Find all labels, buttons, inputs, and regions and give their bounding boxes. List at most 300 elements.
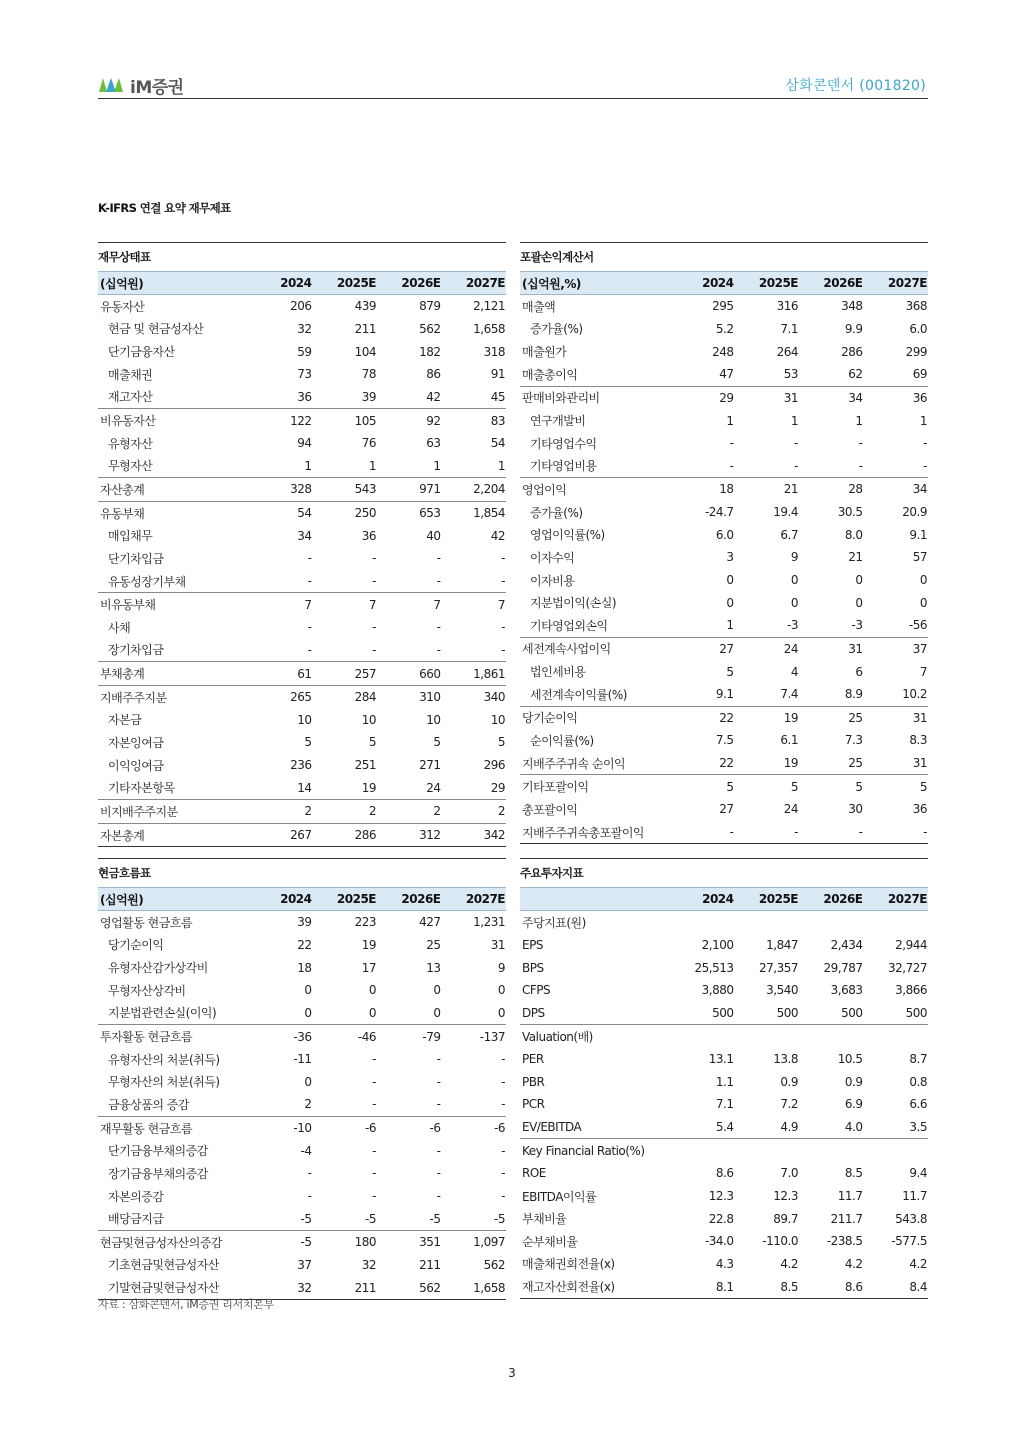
value-cell: 19 (361, 937, 376, 952)
table-row (98, 800, 506, 824)
value-cell: 211.7 (830, 1211, 863, 1226)
value-cell: 0.9 (844, 1074, 863, 1089)
value-cell: 4.9 (780, 1120, 798, 1135)
table-row (520, 1162, 928, 1185)
value-cell: 122 (248, 409, 313, 432)
value-cell: 5 (433, 735, 441, 750)
value-cell: 25 (799, 706, 864, 729)
value-cell: 7.3 (844, 733, 863, 748)
value-cell: 24 (426, 780, 441, 795)
row-label: 판매비와관리비 (520, 386, 670, 409)
value-cell: 69 (912, 367, 927, 382)
value-cell: 328 (248, 478, 313, 502)
row-label: DPS (522, 1005, 545, 1020)
value-cell: 7.1 (780, 321, 798, 336)
value-cell: 6 (855, 664, 863, 679)
value-cell: 4.0 (844, 1120, 863, 1135)
value-cell: 36 (912, 802, 927, 817)
table-row (520, 1025, 928, 1048)
row-label: CFPS (522, 983, 551, 998)
value-cell: - (501, 574, 505, 588)
value-cell: 310 (377, 685, 442, 708)
value-cell: 9 (790, 550, 798, 565)
value-cell: 8.4 (864, 1275, 929, 1298)
table-row (520, 340, 928, 363)
value-cell: 10 (426, 712, 441, 727)
value-cell: 2 (442, 800, 507, 824)
value-cell: - (436, 620, 441, 635)
row-label: 당기순이익 (108, 938, 164, 953)
value-cell: 32,727 (888, 960, 927, 975)
table-row (520, 752, 928, 775)
row-label: 지배주주귀속총포괄이익 (520, 821, 670, 844)
value-cell: 1,097 (442, 1230, 507, 1253)
row-label: 투자활동 현금흐름 (98, 1025, 248, 1048)
row-label: 세전계속이익률(%) (530, 687, 627, 702)
value-cell: 45 (490, 389, 505, 404)
value-cell: 180 (313, 1230, 378, 1253)
row-label: 순이익률(%) (530, 733, 594, 748)
table-row (520, 1048, 928, 1071)
table-row (98, 547, 506, 570)
value-cell: 0 (497, 1005, 505, 1020)
value-cell: 10.5 (837, 1052, 863, 1067)
table-row (520, 1139, 928, 1162)
value-cell: 500 (841, 1005, 863, 1020)
year-header: 2026E (799, 272, 864, 295)
table-row (98, 318, 506, 341)
value-cell: 3,880 (701, 983, 734, 998)
balance-sheet-section (98, 242, 506, 847)
table-row (98, 1093, 506, 1116)
value-cell: 1.1 (715, 1074, 734, 1089)
row-label: 부채비율 (522, 1212, 567, 1227)
year-header: 2025E (735, 888, 800, 911)
value-cell: 8.7 (909, 1052, 927, 1067)
row-label: 단기차입금 (108, 551, 164, 566)
value-cell: 13.8 (773, 1052, 798, 1067)
row-label: Valuation(배) (520, 1025, 670, 1048)
table-row (520, 979, 928, 1002)
value-cell: 0 (304, 1005, 312, 1020)
value-cell: 36 (297, 389, 312, 404)
row-label: BPS (522, 960, 544, 975)
value-cell: - (372, 574, 376, 588)
value-cell: 32 (297, 321, 312, 336)
unit-label: (십억원) (98, 272, 248, 295)
value-cell: 5 (497, 735, 505, 750)
row-label: 무형자산상각비 (108, 983, 186, 998)
value-cell: 12.3 (708, 1189, 734, 1203)
year-header: 2027E (442, 272, 507, 295)
income-statement-table (520, 271, 928, 844)
value-cell: -6 (442, 1116, 507, 1139)
table-row (98, 1002, 506, 1025)
value-cell: - (501, 1052, 505, 1067)
table-row (98, 409, 506, 432)
value-cell: - (436, 1097, 441, 1112)
value-cell: 19 (783, 756, 798, 771)
value-cell: -5 (494, 1211, 505, 1226)
row-label: 현금 및 현금성자산 (108, 322, 204, 337)
table-row (98, 1230, 506, 1253)
value-cell: 8.6 (715, 1166, 734, 1181)
value-cell: 57 (912, 550, 927, 565)
table-row (98, 478, 506, 502)
value-cell: 10.2 (902, 687, 927, 702)
value-cell: - (501, 551, 505, 566)
value-cell: 0 (433, 983, 441, 998)
value-cell: - (372, 1052, 376, 1067)
table-row (520, 911, 928, 934)
value-cell: - (307, 642, 312, 657)
table-row (520, 729, 928, 752)
value-cell: 25 (848, 756, 863, 771)
year-header: 2025E (313, 272, 378, 295)
year-header: 2025E (313, 888, 378, 911)
table-row (98, 616, 506, 639)
table-header-row (520, 272, 928, 295)
row-label: 자본의증감 (108, 1189, 164, 1204)
row-label: 연구개발비 (530, 414, 586, 429)
year-header: 2026E (377, 272, 442, 295)
value-cell: 1 (368, 458, 376, 473)
value-cell: 0 (726, 595, 734, 610)
value-cell: 312 (377, 823, 442, 847)
table-row (520, 1253, 928, 1276)
table-row (98, 1207, 506, 1230)
row-label: 자본금 (108, 713, 142, 728)
value-cell: -24.7 (704, 505, 734, 520)
value-cell: -137 (442, 1025, 507, 1048)
value-cell: 5 (864, 775, 929, 798)
value-cell: - (501, 1097, 505, 1112)
value-cell: 286 (313, 823, 378, 847)
row-label: 무형자산의 처분(취득) (108, 1075, 220, 1090)
table-row (98, 1139, 506, 1162)
row-label: 기타영업수익 (530, 436, 597, 451)
source-note: 자료 : 삼화콘덴서, iM증권 리서치본부 (98, 1298, 274, 1311)
value-cell: - (372, 551, 376, 566)
value-cell: 340 (442, 685, 507, 708)
row-label: 지분법관련손실(이익) (108, 1006, 217, 1021)
value-cell: 25 (426, 937, 441, 952)
im-logo-icon (98, 76, 124, 94)
row-label: PCR (522, 1097, 545, 1112)
value-cell: 30 (848, 802, 863, 817)
value-cell: 971 (377, 478, 442, 502)
value-cell: - (436, 1166, 441, 1181)
table-row (98, 524, 506, 547)
value-cell: 1,658 (442, 1276, 507, 1299)
cash-flow-table (98, 887, 506, 1300)
row-label: 재고자산 (108, 390, 153, 405)
value-cell: - (372, 1189, 376, 1203)
table-row (98, 363, 506, 386)
value-cell: 284 (313, 685, 378, 708)
row-label: 기타포괄이익 (520, 775, 670, 798)
table-row (98, 1048, 506, 1071)
year-header: 2024 (248, 272, 313, 295)
row-label: 주당지표(원) (522, 915, 586, 930)
value-cell: - (501, 1143, 505, 1158)
value-cell: - (729, 436, 734, 451)
value-cell: 24 (735, 637, 800, 660)
value-cell: - (864, 821, 929, 844)
table-row (98, 776, 506, 799)
table-row (520, 821, 928, 844)
table-row (520, 478, 928, 501)
value-cell: 31 (490, 937, 505, 952)
value-cell: 264 (776, 344, 798, 359)
value-cell: 286 (841, 344, 863, 359)
value-cell: 251 (354, 758, 376, 773)
section-title: 포괄손익계산서 (520, 242, 928, 271)
row-label: 비유동자산 (98, 409, 248, 432)
value-cell (864, 1025, 929, 1048)
value-cell: 5 (368, 735, 376, 750)
table-row (98, 731, 506, 754)
table-row (520, 546, 928, 569)
value-cell: 13 (426, 960, 441, 975)
value-cell: 0 (304, 1074, 312, 1089)
value-cell: 19 (735, 706, 800, 729)
value-cell: 37 (297, 1257, 312, 1272)
value-cell: 248 (712, 344, 734, 359)
value-cell: 0 (919, 573, 927, 587)
value-cell: - (307, 620, 312, 635)
value-cell (670, 911, 735, 934)
value-cell: 1,658 (473, 321, 505, 336)
value-cell: 37 (864, 637, 929, 660)
value-cell: 61 (248, 662, 313, 686)
row-label: 장기차입금 (108, 643, 164, 658)
value-cell: 8.5 (735, 1275, 800, 1298)
row-label: 유동성장기부채 (108, 574, 186, 589)
logo-text: iM증권 (130, 77, 184, 98)
value-cell: 2,434 (830, 937, 863, 952)
section-title: 재무상태표 (98, 242, 506, 271)
value-cell: 1 (433, 458, 441, 473)
value-cell: 31 (799, 637, 864, 660)
value-cell: -5 (365, 1211, 376, 1226)
value-cell: -110.0 (762, 1234, 798, 1249)
unit-label (520, 888, 670, 911)
value-cell: 271 (419, 758, 441, 773)
value-cell: 9 (497, 960, 505, 975)
value-cell: - (372, 1097, 376, 1112)
value-cell: 1 (855, 413, 863, 428)
value-cell: 39 (361, 389, 376, 404)
value-cell: 1 (304, 458, 312, 473)
value-cell: 1,854 (442, 501, 507, 524)
value-cell: - (372, 642, 376, 657)
value-cell: -577.5 (891, 1234, 927, 1249)
row-label: PBR (522, 1074, 545, 1089)
value-cell: -238.5 (826, 1234, 863, 1249)
value-cell: 318 (483, 344, 505, 359)
value-cell: 42 (426, 389, 441, 404)
value-cell (799, 1139, 864, 1162)
row-label: 영업이익 (520, 478, 670, 501)
value-cell: -79 (377, 1025, 442, 1048)
page-number: 3 (508, 1366, 516, 1380)
value-cell: 206 (290, 299, 312, 314)
value-cell: -10 (248, 1116, 313, 1139)
value-cell: 1,861 (442, 662, 507, 686)
value-cell (670, 1025, 735, 1048)
value-cell: 36 (361, 528, 376, 543)
value-cell (735, 1139, 800, 1162)
row-label: 유형자산 (108, 436, 153, 451)
value-cell: 62 (848, 367, 863, 382)
table-row (98, 1185, 506, 1208)
value-cell: - (735, 821, 800, 844)
value-cell: 6.6 (909, 1097, 927, 1112)
value-cell: -6 (377, 1116, 442, 1139)
value-cell: 29,787 (823, 960, 863, 975)
row-label: 비지배주주지분 (98, 800, 248, 824)
value-cell: 11.7 (837, 1189, 863, 1203)
value-cell: 21 (848, 550, 863, 565)
value-cell: 18 (297, 960, 312, 975)
value-cell: 0 (855, 595, 863, 610)
value-cell: -5 (248, 1230, 313, 1253)
value-cell: 0.9 (780, 1074, 798, 1089)
row-label: 기타영업비용 (530, 459, 597, 474)
value-cell: -3 (787, 618, 798, 633)
row-label: 영업이익률(%) (530, 528, 605, 543)
value-cell: 6.9 (844, 1097, 863, 1112)
value-cell: - (372, 620, 376, 635)
value-cell: 5.2 (715, 321, 734, 336)
row-label: 매입채무 (108, 529, 153, 544)
value-cell: - (372, 1166, 376, 1181)
value-cell: 9.9 (844, 321, 863, 336)
value-cell: -6 (313, 1116, 378, 1139)
value-cell: 7.1 (715, 1097, 734, 1112)
row-label: EPS (522, 937, 543, 952)
row-label: ROE (522, 1166, 546, 1181)
value-cell: -56 (908, 618, 927, 633)
table-row (98, 501, 506, 524)
value-cell: 500 (712, 1005, 734, 1020)
value-cell: 8.3 (909, 733, 927, 748)
value-cell: 8.0 (844, 527, 863, 542)
row-label: 이자비용 (530, 573, 575, 588)
row-label: 유동자산 (100, 299, 145, 314)
value-cell: 5 (304, 735, 312, 750)
row-label: 매출액 (522, 299, 556, 314)
value-cell: 0 (855, 573, 863, 587)
year-header: 2024 (670, 888, 735, 911)
value-cell: 31 (912, 756, 927, 771)
value-cell: 1 (497, 458, 505, 473)
table-header-row (98, 272, 506, 295)
row-label: 세전계속사업이익 (520, 637, 670, 660)
row-label: 이자수익 (530, 550, 575, 565)
value-cell: 223 (354, 915, 376, 930)
value-cell: 316 (776, 299, 798, 314)
value-cell: 19 (361, 780, 376, 795)
table-row (520, 501, 928, 524)
table-row (98, 570, 506, 593)
value-cell: 40 (426, 528, 441, 543)
value-cell: 7 (919, 664, 927, 679)
value-cell: 19.4 (773, 505, 798, 520)
value-cell: - (799, 821, 864, 844)
value-cell: 10 (490, 712, 505, 727)
value-cell: - (307, 551, 312, 566)
value-cell: 0 (304, 983, 312, 998)
value-cell: 22 (719, 756, 734, 771)
value-cell: 17 (361, 960, 376, 975)
value-cell: 211 (354, 321, 376, 336)
value-cell: 342 (442, 823, 507, 847)
value-cell: 36 (864, 386, 929, 409)
table-row (520, 409, 928, 432)
value-cell: 27 (670, 637, 735, 660)
value-cell: 6.1 (780, 733, 798, 748)
value-cell: 1 (726, 413, 734, 428)
value-cell: 0 (497, 983, 505, 998)
key-indicators-table (520, 887, 928, 1299)
value-cell: 562 (483, 1257, 505, 1272)
document-title: K-IFRS 연결 요약 재무제표 (98, 201, 231, 215)
value-cell: 105 (313, 409, 378, 432)
table-header-row (98, 888, 506, 911)
unit-label: (십억원) (98, 888, 248, 911)
income-statement-section (520, 242, 928, 844)
value-cell: 2,121 (473, 299, 505, 314)
value-cell: 42 (490, 528, 505, 543)
row-label: 유동부채 (98, 501, 248, 524)
table-row (98, 432, 506, 455)
value-cell: 7 (248, 593, 313, 616)
value-cell: 543.8 (895, 1211, 927, 1226)
value-cell: 7.4 (780, 687, 798, 702)
value-cell: - (501, 1074, 505, 1089)
table-row (520, 1116, 928, 1139)
value-cell: - (670, 821, 735, 844)
value-cell: 299 (905, 344, 927, 359)
row-label: 부채총계 (98, 662, 248, 686)
value-cell: - (858, 436, 863, 451)
value-cell: -4 (300, 1143, 312, 1158)
row-label: 당기순이익 (520, 706, 670, 729)
value-cell: 427 (419, 915, 441, 930)
value-cell: 4.2 (909, 1256, 927, 1271)
brand-logo (98, 74, 184, 96)
value-cell: 0 (726, 573, 734, 587)
value-cell: 7 (377, 593, 442, 616)
page-header (98, 72, 928, 99)
value-cell: 1 (919, 413, 927, 428)
value-cell: 21 (735, 478, 800, 501)
value-cell: - (307, 574, 312, 588)
year-header: 2027E (442, 888, 507, 911)
row-label: 지배주주귀속 순이익 (522, 756, 626, 771)
value-cell: 32 (361, 1257, 376, 1272)
row-label: 자산총계 (98, 478, 248, 502)
row-label: 지배주주지분 (98, 685, 248, 708)
row-label: 유형자산감가상각비 (108, 961, 208, 976)
value-cell: 27 (719, 802, 734, 817)
value-cell: 8.1 (670, 1275, 735, 1298)
row-label: 매출채권 (108, 367, 153, 382)
row-label: 기말현금및현금성자산 (98, 1276, 248, 1299)
value-cell (864, 911, 929, 934)
